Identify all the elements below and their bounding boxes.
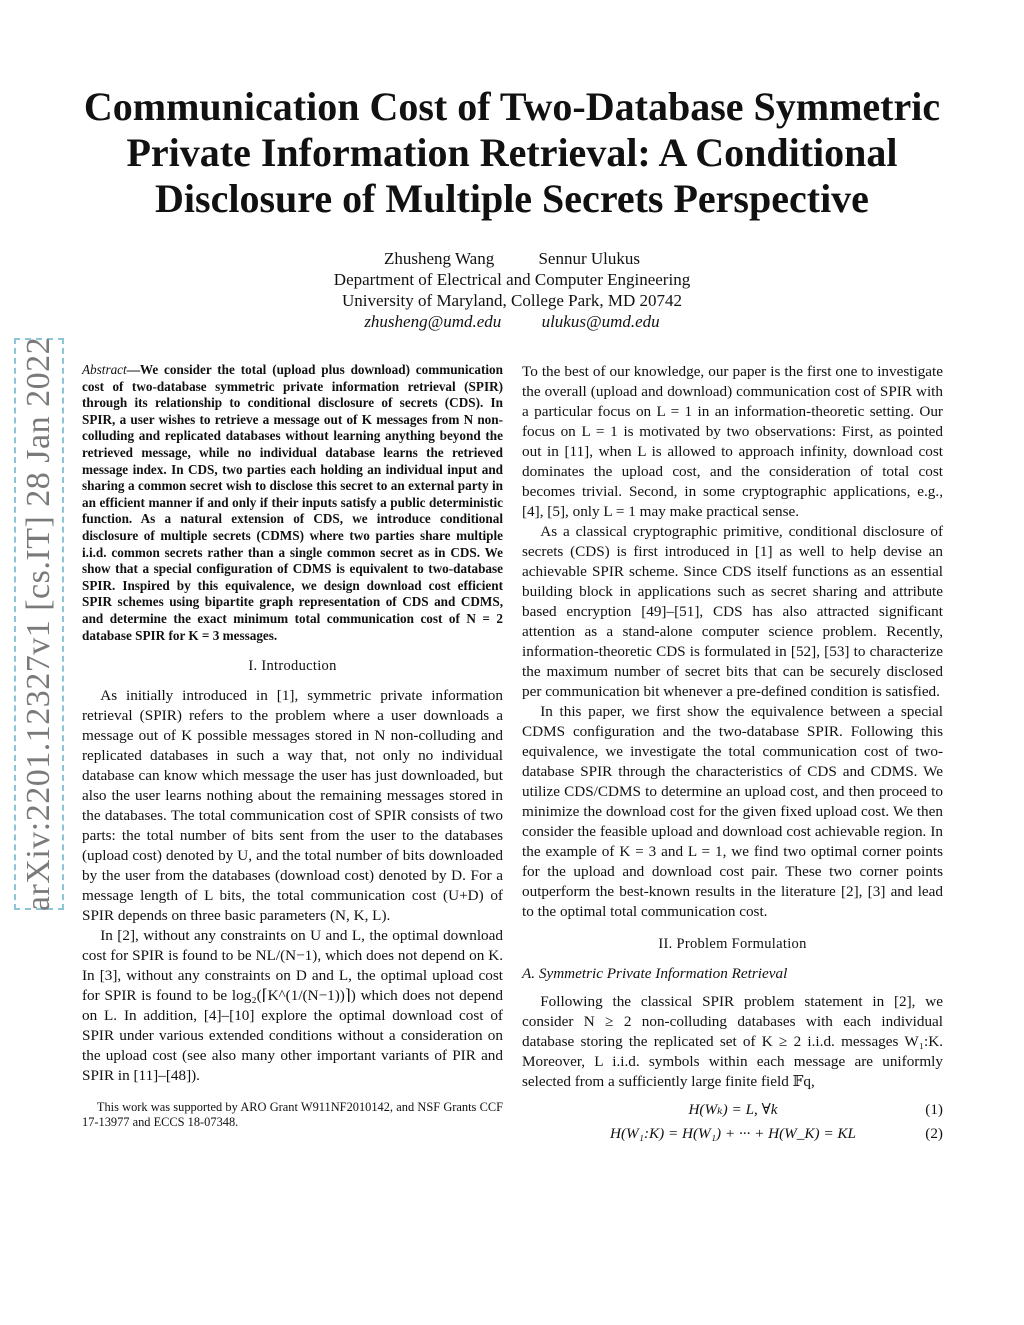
author-names [0, 248, 1024, 269]
left-column [82, 362, 503, 1130]
equation-2-number: (2) [925, 1125, 943, 1142]
equation-1 [522, 1100, 943, 1124]
arxiv-identifier-box [14, 338, 64, 910]
funding-footnote [82, 1100, 503, 1130]
paper-title: Communication Cost of Two-Database Symmetric Private Information Retrieval: A Conditional Disclosure of Multiple Secrets Perspective [83, 84, 941, 221]
equation-1-number: (1) [925, 1101, 943, 1118]
author-name: Zhusheng Wang [384, 249, 495, 268]
right-paragraph-3: In this paper, we first show the equivalence between a special CDMS configuration and the two-database SPIR. Following this equivalence, we investigate the total communication cost of two-database SPIR through the characteristics of CDS and CDMS. We utilize CDS/CDMS to determine an upload cost, and then proceed to minimize the download cost for the given fixed upload cost. We then consider the feasible upload and download cost achievable region. In the example of K = 3 and L = 1, we find two optimal corner points for the upload and download cost pair. These two corner points outperform the best-known results in the literature [2], [3] and lead to the optimal total communication cost. [522, 703, 943, 920]
problem-formulation-heading: II. Problem Formulation [658, 936, 807, 952]
right-paragraph-2: As a classical cryptographic primitive, conditional disclosure of secrets (CDS) is first introduced in [1] as well to help devise an achievable SPIR scheme. Since CDS itself functions as an essential building block in applications such as secret sharing and attribute based encryption [49]–[51], CDS has also attracted significant attention as a stand-alone computer science problem. Recently, information-theoretic CDS is formulated in [52], [53] to characterize the maximum number of secret bits that can be securely disclosed per communication bit whenever a pre-defined condition is satisfied. [522, 523, 943, 700]
equation-2 [522, 1124, 943, 1148]
author-email: zhusheng@umd.edu [364, 312, 502, 331]
author-emails [0, 311, 1024, 332]
right-paragraph-4: Following the classical SPIR problem statement in [2], we consider N ≥ 2 non-colluding databases with each individual database storing the replicated set of K ≥ 2 i.i.d. messages W₁:K. Moreover, L i.i.d. symbols within each message are uniformly selected from a sufficiently large finite field 𝔽q, [522, 993, 943, 1090]
author-block [0, 248, 1024, 332]
equation-2-body: H(W₁:K) = H(W₁) + ··· + H(W_K) = KL [609, 1125, 856, 1142]
abstract-label: Abstract [82, 362, 127, 377]
author-name: Sennur Ulukus [538, 249, 640, 268]
intro-paragraph-1: As initially introduced in [1], symmetric private information retrieval (SPIR) refers to the problem where a user downloads a message out of K possible messages stored in N non-colluding and replicated databases in such a way that, not only no individual database can know which message the user has just downloaded, but also the user learns nothing about the remaining messages stored in the databases. The total communication cost of SPIR consists of two parts: the total number of bits sent from the user to the databases (upload cost) denoted by U, and the total number of bits downloaded by the user from the databases (download cost) denoted by D. For a message length of L bits, the total communication cost (U+D) of SPIR depends on three basic parameters (N, K, L). [82, 687, 503, 925]
footnote-text: This work was supported by ARO Grant W911NF2010142, and NSF Grants CCF 17-13977 and ECCS 18-07348. [82, 1100, 503, 1130]
arxiv-identifier: arXiv:2201.12327v1 [cs.IT] 28 Jan 2022 [20, 336, 57, 912]
introduction-heading: I. Introduction [248, 658, 337, 675]
right-column [522, 362, 943, 1148]
author-university: University of Maryland, College Park, MD 20742 [342, 291, 682, 310]
right-paragraph-1: To the best of our knowledge, our paper is the first one to investigate the overall (upload and download) communication cost of SPIR with a particular focus on L = 1 in an information-theoretic setting. Our focus on L = 1 is motivated by two observations: First, as pointed out in [11], when L is allowed to approach infinity, download cost dominates the upload cost, and the consideration of total cost becomes trivial. Second, in some cryptographic applications, e.g., [4], [5], only L = 1 may make practical sense. [522, 363, 943, 520]
abstract-text: —We consider the total (upload plus download) communication cost of two-database symmetric private information retrieval (SPIR) through its relationship to conditional disclosure of secrets (CDS). In SPIR, a user wishes to retrieve a message out of K messages from N non-colluding and replicated databases without learning anything beyond the retrieved message, while no individual database learns the retrieved message index. In CDS, two parties each holding an individual input and sharing a common secret wish to disclose this secret to an external party in an efficient manner if and only if their inputs satisfy a public deterministic function. As a natural extension of CDS, we introduce conditional disclosure of multiple secrets (CDMS) where two parties share multiple i.i.d. common secrets rather than a single common secret as in CDS. We show that a special configuration of CDMS is equivalent to two-database SPIR. Inspired by this equivalence, we design download cost efficient SPIR schemes using bipartite graph representation of CDS and CDMS, and determine the exact minimum total communication cost of N = 2 database SPIR for K = 3 messages. [82, 362, 503, 643]
equation-1-body: H(Wₖ) = L, ∀k [688, 1101, 778, 1118]
abstract [82, 362, 503, 644]
author-department: Department of Electrical and Computer Engineering [333, 270, 691, 289]
intro-paragraph-2: In [2], without any constraints on U and L, the optimal download cost for SPIR is found to be NL/(N−1), which does not depend on K. In [3], without any constraints on D and L, the optimal upload cost for SPIR is found to be log₂(⌈K^(1/(N−1))⌉) which does not depend on L. In addition, [4]–[10] explore the optimal download cost of SPIR under various extended conditions without a consideration on the upload cost (see also many other important variants of PIR and SPIR in [11]–[48]). [82, 927, 503, 1085]
author-email: ulukus@umd.edu [541, 312, 660, 331]
spir-subsection-heading: A. Symmetric Private Information Retrieval [522, 965, 788, 982]
